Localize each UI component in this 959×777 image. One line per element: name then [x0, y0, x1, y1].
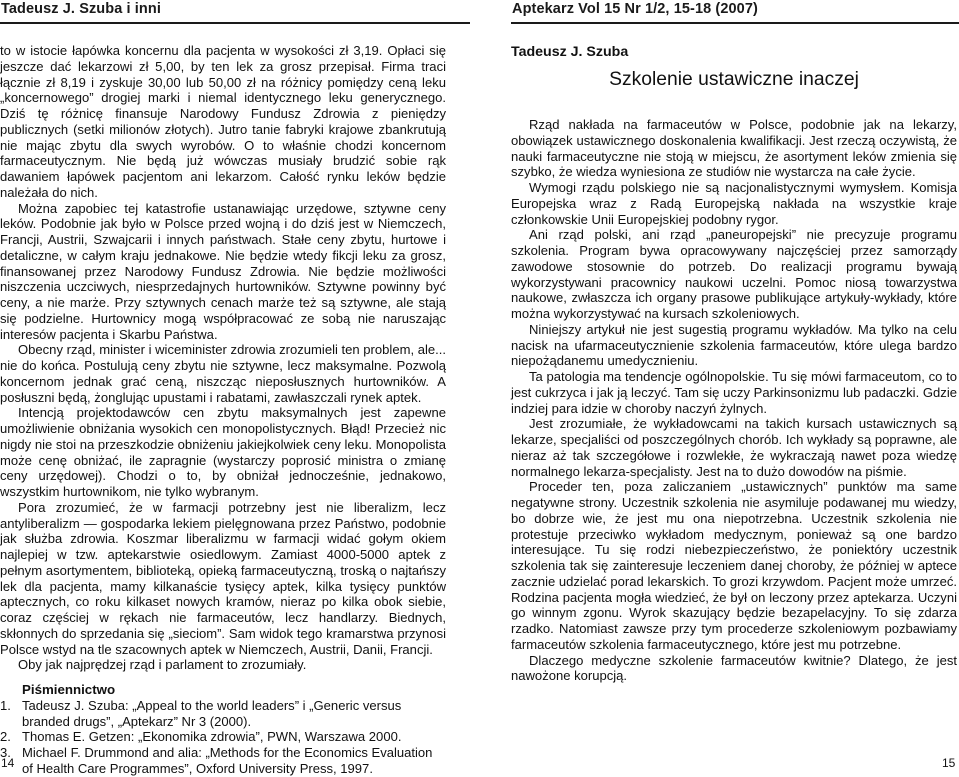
reference-number: 2.: [0, 729, 11, 745]
reference-text: Michael F. Drummond and alia: „Methods for the Economics Evaluation of Health Care Programmes”, Oxford University Press, 1997.: [22, 745, 433, 776]
body-paragraph: Dlaczego medyczne szkolenie farmaceutów kwitnie? Dlatego, że jest nawożone korupcją.: [511, 652, 957, 684]
reference-item: [0, 745, 446, 777]
article-author: Tadeusz J. Szuba: [511, 44, 629, 60]
reference-item: [0, 729, 446, 745]
page-number-left: 14: [1, 756, 15, 770]
reference-number: 3.: [0, 745, 11, 760]
body-paragraph: Oby jak najprędzej rząd i parlament to zrozumiały.: [18, 657, 307, 673]
right-column: [511, 43, 957, 684]
body-paragraph: Ta patologia ma tendencje ogólnopolskie. Tu się mówi farmaceutom, co to jest cukrzyca i jak ją leczyć. Tam się uczy Parkinsonizmu lub padaczki. Gdzie indziej para idzie w choroby naczyń żylnych.: [511, 369, 957, 416]
header-rule-left: [0, 22, 470, 24]
references-list: [0, 698, 446, 777]
page-number-right: 15: [942, 756, 956, 770]
body-paragraph: Obecny rząd, minister i wiceminister zdrowia zrozumieli ten problem, ale... nie do końca. Postulują ceny zbytu nie sztywne, lecz maksymalne. Pozwolą koncernom jednak grać ceną, niszcząc nieposłusznych hurtowników. A posłuszni będą, żonglując upustami i rabatami, zawłaszczali rynek aptek.: [0, 342, 446, 405]
reference-item: [0, 698, 446, 730]
article-title: Szkolenie ustawiczne inaczej: [609, 69, 859, 90]
reference-text: Tadeusz J. Szuba: „Appeal to the world leaders” i „Generic versus branded drugs”, „Aptekarz” Nr 3 (2000).: [22, 697, 402, 729]
body-paragraph: Ani rząd polski, ani rząd „paneuropejski” nie precyzuje programu szkolenia. Program bywa opracowywany najczęściej przez samorządy zawodowe stosownie do potrzeb. Do realizacji programu bywają wykorzystywani pracownicy naukowi uczelni. Pomoc niosą towarzystwa naukowe, zwłaszcza ich organy prasowe publikujące artykuły-wykłady, które można wykorzystywać na kursach szkoleniowych.: [511, 227, 957, 321]
body-paragraph: to w istocie łapówka koncernu dla pacjenta w wysokości zł 3,19. Opłaci się jeszcze dać lekarzowi zł 5,00, by ten lek za grosz przepisał. Firma traci łącznie zł 8,19 i zyskuje 30,00 lub 50,00 zł na różnicy pomiędzy ceną leku „koncernowego” drogiej marki i niemal identycznego leku generycznego. Dziś tę różnicę finansuje Narodowy Fundusz Zdrowia z pieniędzy publicznych (setki milionów złotych). Jutro tanie fabryki krajowe zbankrutują nie mając zbytu dla swych wyrobów. O to właśnie chodzi koncernom farmaceutycznym. Nie będą już wówczas musiały brudzić sobie rąk dawaniem łapówek pacjentom ani lekarzom. Całość rynku leków będzie należała do nich.: [0, 43, 446, 200]
body-paragraph: Proceder ten, poza zaliczaniem „ustawicznych” punktów ma same negatywne strony. Uczestnik szkolenia nie asymiluje podawanej mu wiedzy, bo dobrze wie, że jest mu ona niepotrzebna. Uczestnik szkolenia nie protestuje przeciwko wykładom medycznym, ponieważ są one bardzo interesujące. Tu się rodzi niebezpieczeństwo, że poniektóry uczestnik szkolenia tak się zainteresuje leczeniem danej choroby, że później w aptece zacznie udzielać porad lekarskich. To grozi krzywdom. Pacjent może umrzeć. Rodzina pacjenta mogła wiedzieć, że był on leczony przez aptekarza. Uczyni go winnym zgonu. Wyrok skazujący będzie bezapelacyjny. To się zdarza rzadko. Natomiast zawsze przy tym procederze szkoleniowym pozbawiamy farmaceutów szkolenia farmaceutycznego, które jest mu potrzebne.: [511, 479, 957, 652]
body-paragraph: Jest zrozumiałe, że wykładowcami na takich kursach ustawicznych są lekarze, specjaliści od poszczególnych chorób. Ich wykłady są poprawne, ale nieraz aż tak szczegółowe i rozwlekłe, że wykraczają nawet poza wiedzę normalnego lekarza-specjalisty. Jest na to dużo dowodów na piśmie.: [511, 416, 957, 479]
body-paragraph: Wymogi rządu polskiego nie są nacjonalistycznymi wymysłem. Komisja Europejska wraz z Radą Europejską nakłada na wszystkie kraje członkowskie Unii Europejskiej podobny rygor.: [511, 180, 957, 227]
left-column: [0, 43, 446, 777]
body-paragraph: Intencją projektodawców cen zbytu maksymalnych jest zapewne umożliwienie obniżania wysokich cen monopolistycznych. Błąd! Przecież nic nigdy nie stoi na przeszkodzie obniżeniu jakiejkolwiek ceny leku. Monopolista może cenę obniżać, ile zapragnie (wystarczy poprosić ministra o zmianę ceny urzędowej). Chodzi o to, by obniżał jednocześnie, jednakowo, wszystkim hurtownikom, nie tylko wybranym.: [0, 405, 447, 499]
body-paragraph: Rząd nakłada na farmaceutów w Polsce, podobnie jak na lekarzy, obowiązek ustawicznego doskonalenia kwalifikacji. Jest rzeczą oczywistą, że nauki farmaceutyczne nie stoją w miejscu, że asortyment leków zmienia się szybko, że wiedza wyniesiona ze studiów nie wystarcza na całe życie.: [511, 117, 957, 180]
references-heading: Piśmiennictwo: [22, 682, 116, 697]
reference-number: 1.: [0, 697, 11, 713]
header-rule-right: [511, 22, 959, 24]
reference-text: Thomas E. Getzen: „Ekonomika zdrowia”, PWN, Warszawa 2000.: [22, 729, 402, 745]
body-paragraph: Można zapobiec tej katastrofie ustanawiając urzędowe, sztywne ceny leków. Podobnie jak było w Polsce przed wojną i do dziś jest w Niemczech, Francji, Austrii, Szwajcarii i innych państwach. Stałe ceny zbytu, hurtowe i detaliczne, w całym kraju jednakowe. Nie będzie wtedy fikcji leku za grosz, finansowanej przez Narodowy Fundusz Zdrowia. Nie będzie możliwości niszczenia uczciwych, niesprzedajnych hurtowników. Sztywne powinny być ceny, a nie marże. Przy sztywnych cenach marże też są sztywne, ale stają się podzielne. Hurtownicy mogą współpracować ze sobą nie naruszając interesów pacjenta i Skarbu Państwa.: [0, 200, 446, 342]
header-journal-citation: Aptekarz Vol 15 Nr 1/2, 15-18 (2007): [512, 1, 758, 17]
header-authors: Tadeusz J. Szuba i inni: [1, 1, 161, 17]
running-header: [0, 0, 959, 22]
body-paragraph: Pora zrozumieć, że w farmacji potrzebny jest nie liberalizm, lecz antyliberalizm — gospodarka lekiem pielęgnowana przez Państwo, podobnie jak służba zdrowia. Koszmar liberalizmu w farmacji widać gołym okiem najlepiej w tzw. aptekarstwie osiedlowym. Zamiast 4000-5000 aptek z pełnym asortymentem, biblioteką, opieką farmaceutyczną, troską o najtańszy lek dla pacjenta, mamy kilkanaście tysięcy aptek, kilka tysięcy punktów aptecznych, co roku kilkaset nowych kramów, nieraz po kilka obok siebie, coraz częściej w rękach nie farmaceutów, lecz handlarzy. Biednych, skłonnych do sprzedania się „sieciom”. Sam widok tego kramarstwa przynosi Polsce wstyd na tle szacownych aptek w Niemczech, Austrii, Danii, Francji.: [0, 499, 446, 657]
body-paragraph: Niniejszy artykuł nie jest sugestią programu wykładów. Ma tylko na celu nacisk na ufarmaceutycznienie szkolenia farmaceutów, które ulega bardzo niepożądanemu umedycznieniu.: [511, 321, 957, 369]
